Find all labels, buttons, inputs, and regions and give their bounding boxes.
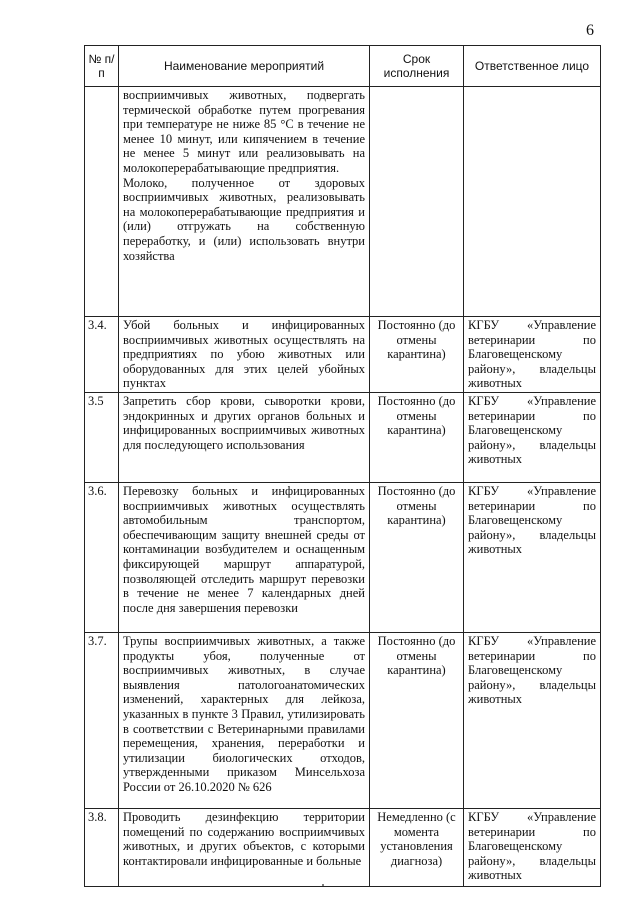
row-term [370, 87, 464, 317]
table-row [85, 317, 601, 393]
row-text [119, 392, 370, 482]
table-row [85, 808, 601, 886]
row-text-paragraph: Проводить дезинфекцию территории помещений по содержанию восприимчивых животных, и других объектов, с которыми контактировали инфицированные и больные [123, 809, 365, 868]
header-term: Срок исполнения [370, 46, 464, 87]
row-responsible: КГБУ «Управление ветеринарии по Благовещенскому району», владельцы животных [464, 632, 601, 808]
row-term: Постоянно (до отмены карантина) [370, 632, 464, 808]
row-num: 3.6. [85, 482, 119, 632]
page-number: 6 [586, 22, 594, 39]
row-text-paragraph: Перевозку больных и инфицированных восприимчивых животных осуществлять автомобильным транспортом, обеспечивающим защиту внешней среды от контаминации возбудителем и оснащенным фиксирующей маршрут аппаратурой, позволяющей отследить маршрут перевозки в течение не менее 7 календарных дней после дня завершения перевозки [123, 483, 365, 615]
row-num [85, 87, 119, 317]
row-responsible [464, 87, 601, 317]
table-row [85, 482, 601, 632]
row-text [119, 808, 370, 886]
row-text [119, 482, 370, 632]
table-row [85, 87, 601, 317]
row-responsible: КГБУ «Управление ветеринарии по Благовещенскому району», владельцы животных [464, 482, 601, 632]
row-text [119, 317, 370, 393]
header-name: Наименование мероприятий [119, 46, 370, 87]
header-responsible: Ответственное лицо [464, 46, 601, 87]
row-num: 3.7. [85, 632, 119, 808]
row-text-paragraph: Убой больных и инфицированных восприимчивых животных осуществлять на предприятиях по убою животных или оборудованных для этих целей убойных пунктах [123, 318, 365, 391]
table-row [85, 392, 601, 482]
row-num: 3.8. [85, 808, 119, 886]
row-term: Постоянно (до отмены карантина) [370, 392, 464, 482]
row-term: Постоянно (до отмены карантина) [370, 317, 464, 393]
row-term: Постоянно (до отмены карантина) [370, 482, 464, 632]
row-text [119, 87, 370, 317]
scan-dot [322, 884, 324, 886]
row-text-paragraph: восприимчивых животных, подвергать термической обработке путем прогревания при температуре не ниже 85 °С в течение не менее 10 минут, или кипячением в течение не менее 5 минут или реализовывать на молокоперерабатывающие предприятия. [123, 88, 365, 175]
row-responsible: КГБУ «Управление ветеринарии по Благовещенскому району», владельцы животных [464, 392, 601, 482]
row-text-paragraph: Трупы восприимчивых животных, а также продукты убоя, полученные от восприимчивых животных, в случае выявления патологоанатомических изменений, характерных для лейкоза, указанных в пункте 3 Правил, утилизировать в соответствии с Ветеринарными правилами перемещения, хранения, переработки и утилизации биологических отходов, утвержденными приказом Минсельхоза России от 26.10.2020 № 626 [123, 633, 365, 794]
row-text-paragraph: Запретить сбор крови, сыворотки крови, эндокринных и других органов больных и инфицированных восприимчивых животных для последующего использования [123, 393, 365, 452]
measures-table [84, 45, 601, 887]
row-num: 3.4. [85, 317, 119, 393]
table-header-row [85, 46, 601, 87]
row-responsible: КГБУ «Управление ветеринарии по Благовещенскому району», владельцы животных [464, 317, 601, 393]
table-row [85, 632, 601, 808]
row-num: 3.5 [85, 392, 119, 482]
row-text-paragraph: Молоко, полученное от здоровых восприимчивых животных, реализовывать на молокоперерабатывающие предприятия и (или) отгружать на собственную переработку, и (или) использовать внутри хозяйства [123, 175, 365, 263]
header-num: № п/п [85, 46, 119, 87]
row-responsible: КГБУ «Управление ветеринарии по Благовещенскому району», владельцы животных [464, 808, 601, 886]
row-text [119, 632, 370, 808]
row-term: Немедленно (с момента установления диагноза) [370, 808, 464, 886]
